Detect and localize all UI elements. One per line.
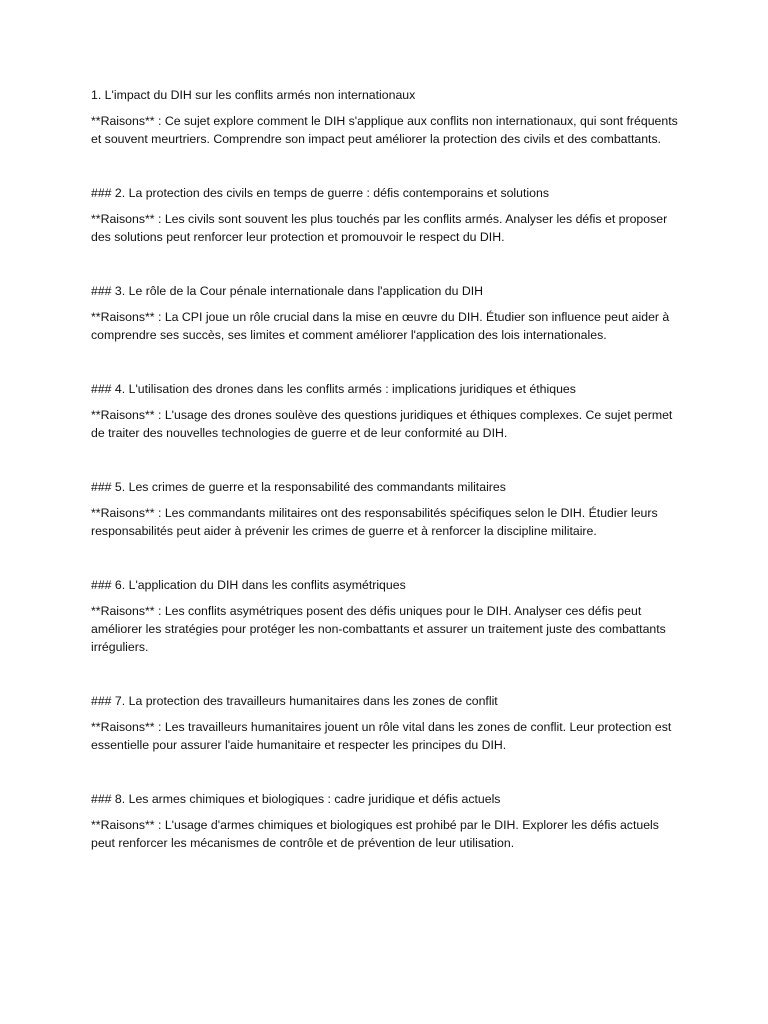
section-1 xyxy=(91,86,681,148)
section-spacer xyxy=(91,754,681,790)
section-heading: ### 5. Les crimes de guerre et la responsabilité des commandants militaires xyxy=(91,480,506,494)
section-reason: **Raisons** : La CPI joue un rôle crucial dans la mise en œuvre du DIH. Étudier son influence peut aider à comprendre ses succès, ses limites et comment améliorer l'application des lois internationales. xyxy=(91,310,670,342)
section-heading: ### 6. L'application du DIH dans les conflits asymétriques xyxy=(91,578,406,592)
section-spacer xyxy=(91,442,681,478)
section-heading: ### 8. Les armes chimiques et biologiques : cadre juridique et défis actuels xyxy=(91,792,501,806)
section-spacer xyxy=(91,246,681,282)
section-heading: ### 4. L'utilisation des drones dans les conflits armés : implications juridiques et éthiques xyxy=(91,382,576,396)
section-reason: **Raisons** : Les travailleurs humanitaires jouent un rôle vital dans les zones de conflit. Leur protection est essentielle pour assurer l'aide humanitaire et respecter les principes du DIH. xyxy=(91,720,672,752)
section-heading: ### 2. La protection des civils en temps de guerre : défis contemporains et solutions xyxy=(91,186,549,200)
section-reason: **Raisons** : L'usage d'armes chimiques et biologiques est prohibé par le DIH. Explorer les défis actuels peut renforcer les mécanismes de contrôle et de prévention de leur utilisation. xyxy=(91,818,659,850)
section-reason: **Raisons** : Ce sujet explore comment le DIH s'applique aux conflits non internationaux, qui sont fréquents et souvent meurtriers. Comprendre son impact peut améliorer la protection des civils et des combattants. xyxy=(91,114,678,146)
section-spacer xyxy=(91,148,681,184)
section-7 xyxy=(91,692,681,754)
section-6 xyxy=(91,576,681,656)
section-reason: **Raisons** : Les commandants militaires ont des responsabilités spécifiques selon le DIH. Étudier leurs responsabilités peut aider à prévenir les crimes de guerre et à renforcer la discipline militaire. xyxy=(91,506,658,538)
section-spacer xyxy=(91,656,681,692)
section-3 xyxy=(91,282,681,344)
section-reason: **Raisons** : Les civils sont souvent les plus touchés par les conflits armés. Analyser les défis et proposer des solutions peut renforcer leur protection et promouvoir le respect du DIH. xyxy=(91,212,668,244)
section-reason: **Raisons** : L'usage des drones soulève des questions juridiques et éthiques complexes. Ce sujet permet de traiter des nouvelles technologies de guerre et de leur conformité au DIH. xyxy=(91,408,673,440)
section-heading: ### 7. La protection des travailleurs humanitaires dans les zones de conflit xyxy=(91,694,498,708)
section-2 xyxy=(91,184,681,246)
document-page xyxy=(91,86,681,852)
section-8 xyxy=(91,790,681,852)
section-spacer xyxy=(91,540,681,576)
section-spacer xyxy=(91,344,681,380)
section-5 xyxy=(91,478,681,540)
section-heading: ### 3. Le rôle de la Cour pénale internationale dans l'application du DIH xyxy=(91,284,484,298)
section-reason: **Raisons** : Les conflits asymétriques posent des défis uniques pour le DIH. Analyser ces défis peut améliorer les stratégies pour protéger les non-combattants et assurer un traitement juste des combattants irréguliers. xyxy=(91,604,666,654)
section-heading: 1. L'impact du DIH sur les conflits armés non internationaux xyxy=(91,88,416,102)
section-4 xyxy=(91,380,681,442)
